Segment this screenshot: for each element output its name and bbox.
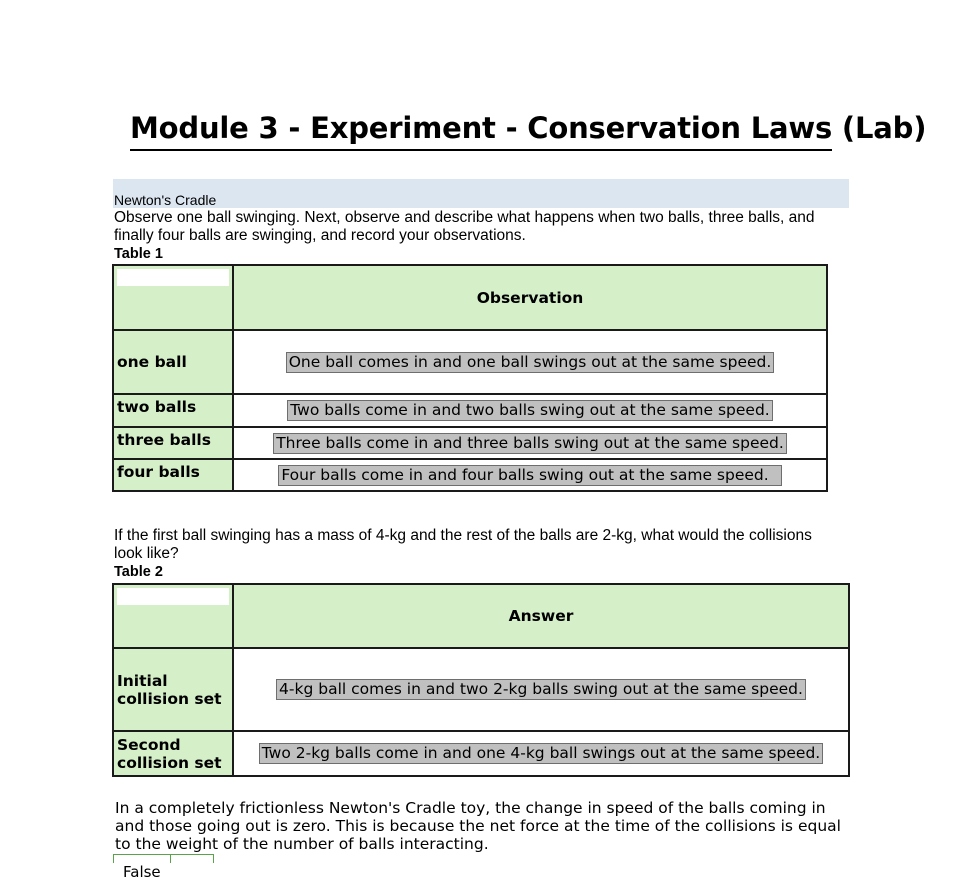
title-underline [130, 149, 832, 151]
table1-row-label: one ball [113, 330, 233, 394]
table2-answer-cell [233, 648, 849, 731]
table2-row-label: Initial collision set [113, 648, 233, 731]
table2-corner-input[interactable] [117, 588, 229, 605]
table2-caption: Table 2 [114, 564, 163, 580]
table1-row-label: two balls [113, 394, 233, 427]
page-title: Module 3 - Experiment - Conservation Laws (Lab) [130, 111, 927, 145]
section-header-band [113, 179, 849, 208]
answer-field[interactable]: Two 2-kg balls come in and one 4-kg ball swings out at the same speed. [259, 743, 823, 764]
table1-column-header: Observation [233, 265, 827, 330]
answer-field[interactable]: Three balls come in and three balls swing out at the same speed. [273, 433, 787, 454]
true-false-value: False [123, 863, 161, 881]
true-false-statement: In a completely frictionless Newton's Cradle toy, the change in speed of the balls coming in and those going out is zero. This is because the net force at the time of the collisions is equal to the weight of the number of balls interacting. [115, 799, 841, 853]
answer-field[interactable]: Two balls come in and two balls swing out at the same speed. [287, 400, 773, 421]
table2-row-label: Second collision set [113, 731, 233, 776]
table1-caption: Table 1 [114, 246, 163, 262]
answer-field[interactable]: 4-kg ball comes in and two 2-kg balls swing out at the same speed. [276, 679, 806, 700]
table1-corner-input[interactable] [117, 269, 229, 286]
table1-corner-cell [113, 265, 233, 330]
table2 [112, 583, 850, 777]
answer-field[interactable]: One ball comes in and one ball swings out at the same speed. [286, 352, 775, 373]
table1-row-label: three balls [113, 427, 233, 459]
table2-corner-cell [113, 584, 233, 648]
table1 [112, 264, 828, 492]
table1-answer-cell [233, 427, 827, 459]
answer-field[interactable] [278, 465, 781, 486]
dropdown-tab [113, 854, 171, 863]
table1-row-label: four balls [113, 459, 233, 491]
section-label: Newton's Cradle [114, 192, 217, 208]
table1-answer-cell [233, 330, 827, 394]
dropdown-arrow-tab[interactable] [170, 854, 214, 863]
table2-column-header: Answer [233, 584, 849, 648]
answer-text: Four balls come in and four balls swing out at the same speed. [281, 465, 769, 484]
table1-answer-cell [233, 459, 827, 491]
question2-paragraph: If the first ball swinging has a mass of 4-kg and the rest of the balls are 2-kg, what would the collisions look like? [114, 527, 812, 562]
table1-answer-cell [233, 394, 827, 427]
table2-answer-cell [233, 731, 849, 776]
intro-paragraph: Observe one ball swinging. Next, observe and describe what happens when two balls, three balls, and finally four balls are swinging, and record your observations. [114, 209, 815, 244]
